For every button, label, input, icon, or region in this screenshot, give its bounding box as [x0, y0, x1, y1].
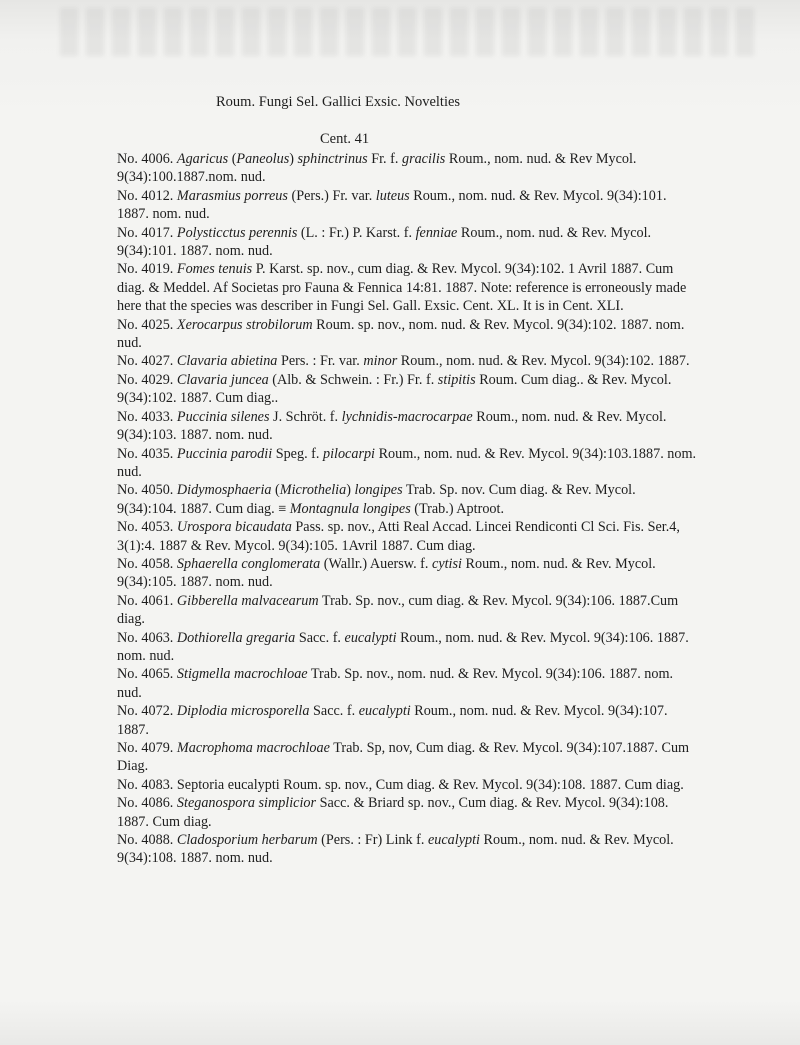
- entry-item: [117, 702, 697, 739]
- entry-infra: lychnidis-macrocarpae: [341, 408, 473, 425]
- entry-list: [117, 150, 697, 868]
- entry-no: No. 4083.: [117, 776, 174, 793]
- entry-infra: pilocarpi: [322, 445, 376, 462]
- entry-mid2: ): [289, 151, 298, 167]
- entry-rest: Septoria eucalypti Roum. sp. nov., Cum diag. & Rev. Mycol. 9(34):108. 1887. Cum diag.: [173, 776, 684, 793]
- entry-taxon: Fomes tenuis: [176, 261, 253, 278]
- entry-item: [117, 518, 697, 555]
- entry-author: Fr. f.: [367, 151, 402, 167]
- entry-taxon: Stigmella macrochloae: [176, 666, 308, 683]
- entry-author: Pers. : Fr. var.: [277, 353, 364, 370]
- entry-taxon3: sphinctrinus: [297, 151, 368, 167]
- entry-taxon3: longipes: [354, 482, 403, 499]
- entry-rest: Sacc. & Briard sp. nov., Cum diag. & Rev. Mycol. 9(34):108. 1887. Cum diag.: [117, 795, 669, 830]
- entry-rest: Roum., nom. nud. & Rev Mycol. 9(34):100.1887.nom. nud.: [117, 151, 637, 186]
- entry-item: [117, 776, 697, 794]
- entry-item: [117, 224, 697, 261]
- entry-no: No. 4033.: [117, 408, 174, 425]
- entry-no: No. 4017.: [117, 224, 174, 241]
- entry-item: [117, 739, 697, 776]
- entry-rest: Roum., nom. nud. & Rev. Mycol. 9(34):107. 1887.: [117, 703, 668, 738]
- entry-author: (Wallr.) Auersw. f.: [320, 555, 433, 572]
- century-heading: Cent. 41: [320, 131, 370, 147]
- document-title: Roum. Fungi Sel. Gallici Exsic. Novelties: [216, 94, 461, 110]
- entry-item: [117, 352, 697, 370]
- entry-rest: Roum., nom. nud. & Rev. Mycol. 9(34):108. 1887. nom. nud.: [117, 832, 674, 867]
- entry-taxon: Steganospora simplicior: [176, 795, 317, 812]
- entry-mid: (: [271, 482, 280, 499]
- entry-infra: cytisi: [432, 555, 462, 572]
- entry-item: [117, 150, 697, 187]
- entry-item: [117, 665, 697, 702]
- entry-rest: Roum., nom. nud. & Rev. Mycol. 9(34):101. 1887. nom. nud.: [117, 224, 652, 260]
- entry-author: (Pers.) Fr. var.: [287, 187, 376, 204]
- entry-no: No. 4079.: [117, 740, 174, 756]
- entry-item: [117, 831, 697, 868]
- entry-no: No. 4050.: [117, 482, 174, 499]
- entry-item: [117, 481, 697, 518]
- entry-rest: Roum., nom. nud. & Rev. Mycol. 9(34):103. 1887. nom. nud.: [117, 408, 667, 444]
- entry-rest: Roum., nom. nud. & Rev. Mycol. 9(34):103.1887. nom. nud.: [117, 445, 697, 480]
- entry-no: No. 4061.: [117, 592, 174, 609]
- entry-infra: eucalypti: [427, 832, 480, 849]
- entry-rest: (Trab.) Aptroot.: [410, 500, 504, 517]
- entry-author: (L. : Fr.) P. Karst. f.: [297, 224, 416, 241]
- entry-no: No. 4086.: [117, 795, 174, 812]
- entry-no: No. 4053.: [117, 519, 174, 536]
- entry-taxon: Diplodia microsporella: [176, 703, 310, 720]
- entry-mid: (: [228, 151, 237, 167]
- entry-rest: Trab. Sp. nov., cum diag. & Rev. Mycol. 9(34):106. 1887.Cum diag.: [117, 592, 679, 628]
- entry-taxon: Puccinia parodii: [176, 445, 273, 462]
- entry-rest: Roum., nom. nud. & Rev. Mycol. 9(34):101. 1887. nom. nud.: [117, 187, 667, 223]
- entry-no: No. 4072.: [117, 703, 174, 720]
- entry-item: [117, 260, 697, 315]
- entry-infra: stipitis: [437, 371, 476, 388]
- entry-no: No. 4019.: [117, 261, 174, 278]
- entry-taxon: Polysticctus perennis: [176, 224, 298, 241]
- entry-mid2: ): [346, 482, 355, 499]
- entry-item: [117, 187, 697, 224]
- entry-no: No. 4058.: [117, 555, 174, 572]
- entry-infra: Montagnula longipes: [289, 500, 411, 517]
- entry-no: No. 4088.: [117, 832, 174, 849]
- entry-infra: eucalypti: [344, 629, 397, 646]
- entry-item: [117, 445, 697, 482]
- entry-rest: Pass. sp. nov., Atti Real Accad. Lincei Rendiconti Cl Sci. Fis. Ser.4, 3(1):4. 1887 & Rev. Mycol. 9(34):105. 1Avril 1887. Cum diag.: [117, 519, 680, 554]
- entry-rest: Trab. Sp. nov., nom. nud. & Rev. Mycol. 9(34):106. 1887. nom. nud.: [117, 666, 674, 701]
- entry-taxon: Sphaerella conglomerata: [176, 555, 321, 572]
- entry-author: Trab. Sp. nov. Cum diag. & Rev. Mycol. 9(34):104. 1887. Cum diag. ≡: [117, 482, 636, 517]
- entry-author: Sacc. f.: [295, 629, 345, 646]
- entry-author: J. Schröt. f.: [269, 408, 342, 425]
- entry-no: No. 4029.: [117, 371, 174, 388]
- entry-item: [117, 592, 697, 629]
- entry-taxon: Gibberella malvacearum: [176, 592, 319, 609]
- entry-author: Sacc. f.: [309, 703, 359, 720]
- entry-author: (Pers. : Fr) Link f.: [317, 832, 428, 849]
- entry-taxon: Puccinia silenes: [176, 408, 270, 425]
- entry-taxon: Urospora bicaudata: [176, 519, 292, 536]
- entry-no: No. 4012.: [117, 187, 174, 204]
- entry-item: [117, 371, 697, 408]
- entry-rest: Roum., nom. nud. & Rev. Mycol. 9(34):106. 1887. nom. nud.: [117, 629, 689, 664]
- entry-taxon: Dothiorella gregaria: [176, 629, 296, 646]
- entry-infra: eucalypti: [358, 703, 411, 720]
- entry-no: No. 4027.: [117, 353, 174, 370]
- entry-infra: fenniae: [415, 224, 458, 241]
- entry-taxon: Macrophoma macrochloae: [176, 740, 330, 756]
- entry-taxon: Marasmius porreus: [176, 187, 288, 204]
- entry-infra: luteus: [375, 187, 410, 204]
- entry-taxon: Clavaria juncea: [176, 371, 269, 388]
- entry-rest: Trab. Sp, nov, Cum diag. & Rev. Mycol. 9(34):107.1887. Cum Diag.: [117, 740, 690, 775]
- entry-no: No. 4006.: [117, 151, 174, 167]
- entry-author: (Alb. & Schwein. : Fr.) Fr. f.: [268, 371, 438, 388]
- entry-taxon: Cladosporium herbarum: [176, 832, 318, 849]
- entry-no: No. 4025.: [117, 316, 174, 333]
- entry-item: [117, 555, 697, 592]
- entry-rest: Roum., nom. nud. & Rev. Mycol. 9(34):102. 1887.: [397, 353, 690, 370]
- entry-item: [117, 408, 697, 445]
- entry-no: No. 4063.: [117, 629, 174, 646]
- entry-infra: minor: [363, 353, 398, 370]
- entry-taxon: Didymosphaeria: [176, 482, 272, 499]
- entry-taxon: Clavaria abietina: [176, 353, 278, 370]
- entry-taxon2: Microthelia: [279, 482, 347, 499]
- entry-rest: Roum., nom. nud. & Rev. Mycol. 9(34):105. 1887. nom. nud.: [117, 555, 656, 591]
- entry-taxon2: Paneolus: [236, 151, 290, 167]
- entry-no: No. 4035.: [117, 445, 174, 462]
- entry-rest: Roum. Cum diag.. & Rev. Mycol. 9(34):102. 1887. Cum diag..: [117, 371, 672, 407]
- entry-rest: Roum. sp. nov., nom. nud. & Rev. Mycol. 9(34):102. 1887. nom. nud.: [117, 316, 685, 352]
- entry-item: [117, 794, 697, 831]
- entry-author: Speg. f.: [272, 445, 323, 462]
- entry-no: No. 4065.: [117, 666, 174, 683]
- entry-rest: P. Karst. sp. nov., cum diag. & Rev. Mycol. 9(34):102. 1 Avril 1887. Cum diag. & Meddel. Af Societas pro Fauna & Fennica 14:81. 1887. Note: reference is erroneously made here that the species was describer in Fungi Sel. Gall. Exsic. Cent. XL. It is in Cent. XLI.: [117, 261, 687, 315]
- entry-infra: gracilis: [401, 151, 446, 167]
- entry-item: [117, 629, 697, 666]
- entry-taxon: Xerocarpus strobilorum: [176, 316, 313, 333]
- entry-item: [117, 316, 697, 353]
- bleed-through-text: [60, 8, 760, 56]
- entry-taxon: Agaricus: [176, 151, 229, 167]
